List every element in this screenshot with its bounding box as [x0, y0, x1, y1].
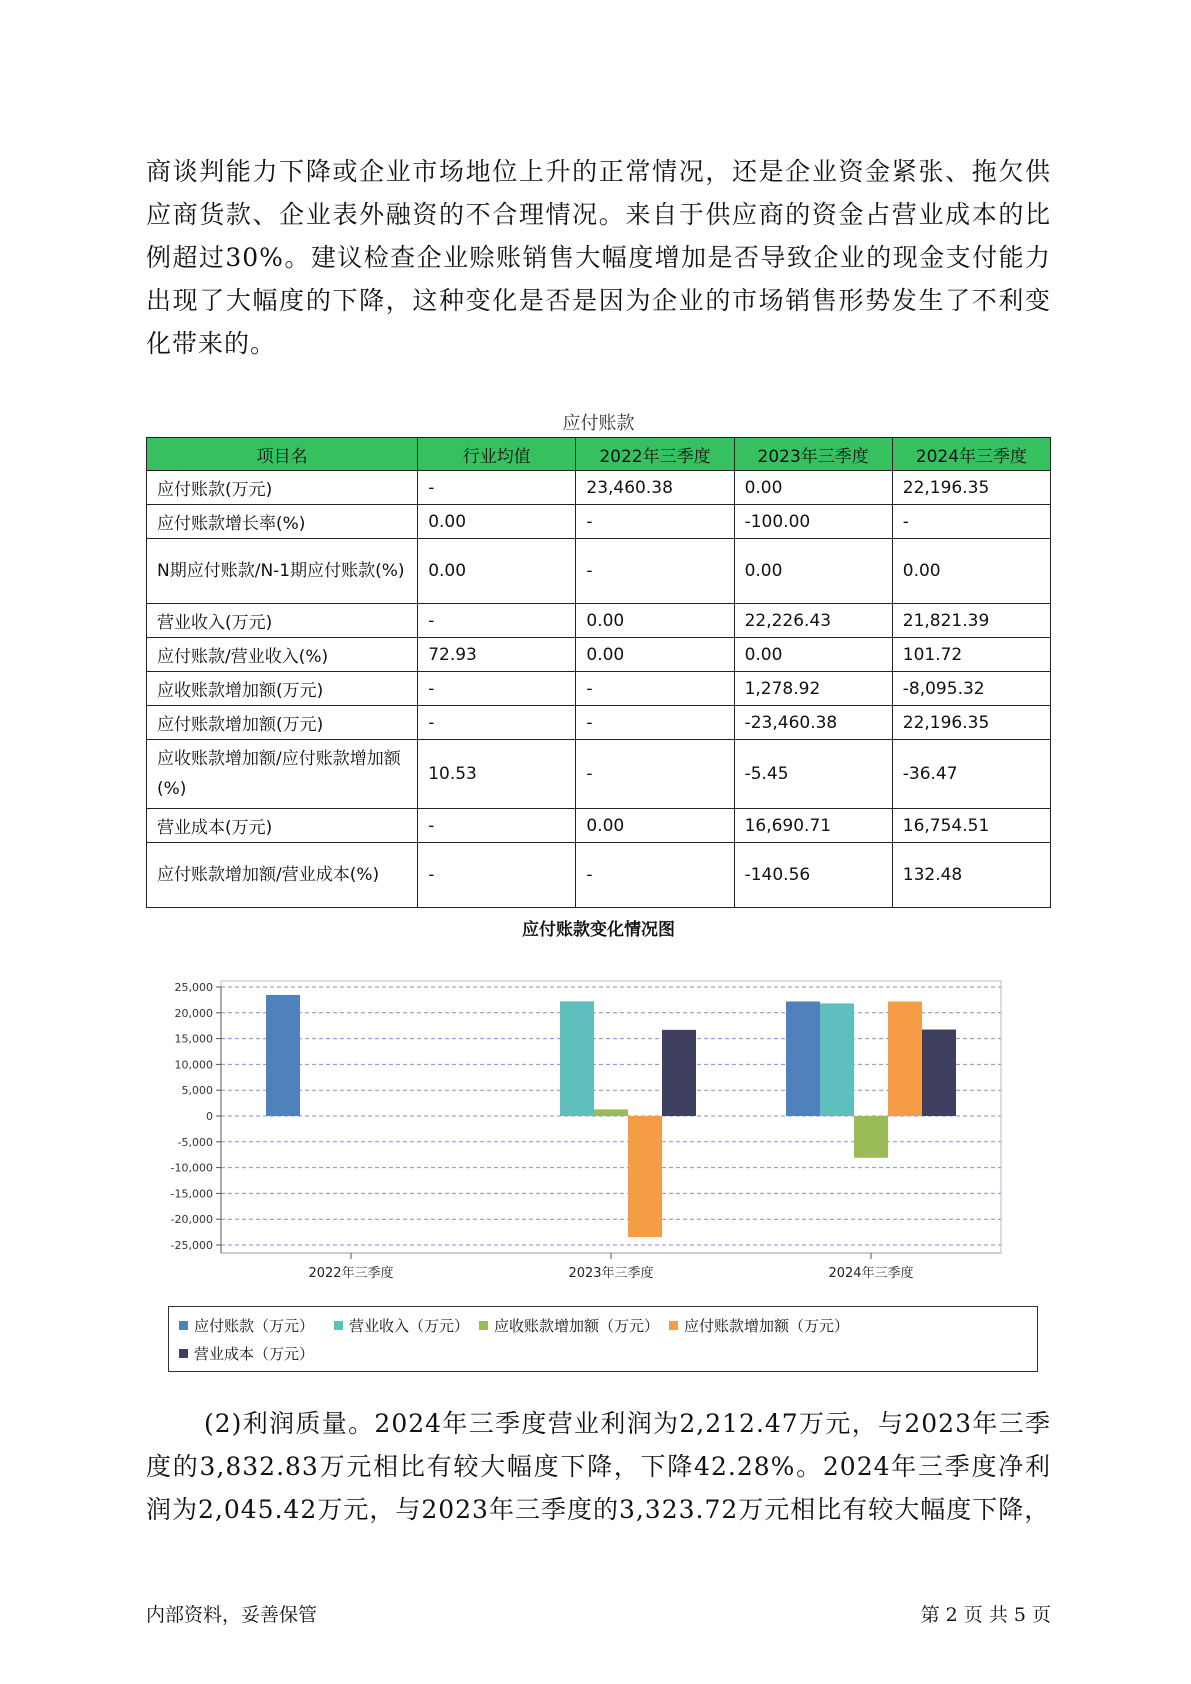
row-label: 营业成本(万元)	[147, 809, 418, 843]
table-cell: -100.00	[734, 505, 892, 539]
bar	[628, 1116, 662, 1237]
y-tick-label: -20,000	[170, 1213, 213, 1227]
table-cell: -	[576, 843, 734, 908]
bar	[560, 1001, 594, 1116]
row-label: 营业收入(万元)	[147, 604, 418, 638]
table-row	[147, 672, 1051, 706]
table-cell: 22,226.43	[734, 604, 892, 638]
table-cell: 16,690.71	[734, 809, 892, 843]
table-cell: -	[418, 471, 576, 505]
table-row	[147, 740, 1051, 809]
table-row	[147, 539, 1051, 604]
table-cell: -	[418, 843, 576, 908]
table-cell: 0.00	[576, 638, 734, 672]
body-paragraph-1: 商谈判能力下降或企业市场地位上升的正常情况，还是企业资金紧张、拖欠供应商货款、企业表外融资的不合理情况。来自于供应商的资金占营业成本的比例超过30%。建议检查企业赊账销售大幅度增加是否导致企业的现金支付能力出现了大幅度的下降，这种变化是否是因为企业的市场销售形势发生了不利变化带来的。	[146, 157, 1051, 358]
table-cell: -	[418, 672, 576, 706]
table-cell: 132.48	[892, 843, 1050, 908]
bar	[662, 1030, 696, 1116]
legend-item	[479, 1315, 659, 1336]
table-cell: 0.00	[734, 471, 892, 505]
accounts-payable-table	[146, 437, 1051, 908]
table-cell: 0.00	[576, 604, 734, 638]
chart-title: 应付账款变化情况图	[522, 920, 675, 940]
table-cell: 0.00	[734, 539, 892, 604]
bar	[888, 1001, 922, 1116]
y-tick-label: 15,000	[174, 1032, 213, 1046]
table-cell: 10.53	[418, 740, 576, 809]
bar	[594, 1109, 628, 1116]
table-cell: -23,460.38	[734, 706, 892, 740]
table-cell: -	[576, 706, 734, 740]
legend-label: 应收账款增加额（万元）	[494, 1317, 660, 1335]
table-cell: 21,821.39	[892, 604, 1050, 638]
table-cell: -	[576, 740, 734, 809]
row-label: 应付账款/营业收入(%)	[147, 638, 418, 672]
table-row	[147, 809, 1051, 843]
y-tick-label: 0	[206, 1110, 213, 1123]
legend-label: 应付账款（万元）	[194, 1317, 315, 1335]
row-label: 应收账款增加额(万元)	[147, 672, 418, 706]
y-tick-label: -15,000	[170, 1187, 213, 1201]
x-tick-label: 2022年三季度	[308, 1266, 394, 1281]
table-cell: 0.00	[418, 505, 576, 539]
row-label: 应付账款(万元)	[147, 471, 418, 505]
legend-label: 应付账款增加额（万元）	[684, 1317, 850, 1335]
bar	[922, 1030, 956, 1116]
table-header-cell: 2023年三季度	[734, 438, 892, 471]
y-tick-label: -10,000	[170, 1161, 213, 1175]
bar	[266, 995, 300, 1116]
table-header-cell: 2022年三季度	[576, 438, 734, 471]
y-tick-label: -25,000	[170, 1239, 213, 1252]
chart-container	[146, 915, 1051, 1385]
table-header-cell: 2024年三季度	[892, 438, 1050, 471]
legend-item	[669, 1315, 849, 1336]
table-cell: 0.00	[576, 809, 734, 843]
row-label: 应付账款增加额/营业成本(%)	[147, 843, 418, 908]
legend-swatch	[179, 1321, 188, 1330]
row-label: N期应付账款/N-1期应付账款(%)	[147, 539, 418, 604]
table-row	[147, 471, 1051, 505]
row-label: 应付账款增加额(万元)	[147, 706, 418, 740]
table-cell: -	[576, 539, 734, 604]
x-tick-label: 2023年三季度	[568, 1266, 654, 1281]
table-cell: -140.56	[734, 843, 892, 908]
table-row	[147, 706, 1051, 740]
legend-item	[179, 1343, 314, 1364]
table-cell: 0.00	[734, 638, 892, 672]
table-row	[147, 604, 1051, 638]
table-cell: 23,460.38	[576, 471, 734, 505]
legend-swatch	[669, 1321, 678, 1330]
table-cell: -8,095.32	[892, 672, 1050, 706]
bar	[854, 1116, 888, 1158]
table-cell: 0.00	[418, 539, 576, 604]
legend-item	[179, 1315, 314, 1336]
table-cell: 22,196.35	[892, 471, 1050, 505]
table-cell: -	[418, 809, 576, 843]
table-cell: -	[892, 505, 1050, 539]
y-tick-label: 20,000	[174, 1006, 213, 1020]
table-header-cell: 行业均值	[418, 438, 576, 471]
legend-swatch	[179, 1349, 188, 1358]
y-tick-label: -5,000	[177, 1135, 213, 1149]
table-cell: 22,196.35	[892, 706, 1050, 740]
legend-item	[334, 1315, 469, 1336]
table-header-cell: 项目名	[147, 438, 418, 471]
y-tick-label: 5,000	[181, 1084, 213, 1098]
table-cell: -	[576, 672, 734, 706]
bar	[820, 1003, 854, 1116]
row-label: 应收账款增加额/应付账款增加额(%)	[147, 740, 418, 809]
legend-label: 营业成本（万元）	[194, 1345, 315, 1363]
chart-legend	[168, 1306, 1038, 1372]
x-tick-label: 2024年三季度	[828, 1266, 914, 1281]
legend-label: 营业收入（万元）	[349, 1317, 470, 1335]
footer-page-number: 第 2 页 共 5 页	[920, 1604, 1051, 1626]
body-paragraph-2: (2)利润质量。2024年三季度营业利润为2,212.47万元，与2023年三季度的3,832.83万元相比有较大幅度下降，下降42.28%。2024年三季度净利润为2,045.42万元，与2023年三季度的3,323.72万元相比有较大幅度下降，	[146, 1409, 1051, 1524]
legend-swatch	[479, 1321, 488, 1330]
table-cell: -36.47	[892, 740, 1050, 809]
table-cell: -	[418, 706, 576, 740]
table-row	[147, 843, 1051, 908]
row-label: 应付账款增长率(%)	[147, 505, 418, 539]
bar	[786, 1001, 820, 1116]
legend-swatch	[334, 1321, 343, 1330]
table-cell: 72.93	[418, 638, 576, 672]
table-cell: 0.00	[892, 539, 1050, 604]
y-tick-label: 10,000	[174, 1058, 213, 1072]
table-cell: -	[576, 505, 734, 539]
footer-confidential: 内部资料，妥善保管	[146, 1604, 318, 1626]
table-cell: -	[418, 604, 576, 638]
table-row	[147, 638, 1051, 672]
y-tick-label: 25,000	[174, 981, 213, 994]
table-header-row	[147, 438, 1051, 471]
table-cell: -5.45	[734, 740, 892, 809]
table-cell: 16,754.51	[892, 809, 1050, 843]
table-row	[147, 505, 1051, 539]
table-caption: 应付账款	[562, 413, 635, 434]
table-cell: 101.72	[892, 638, 1050, 672]
table-cell: 1,278.92	[734, 672, 892, 706]
